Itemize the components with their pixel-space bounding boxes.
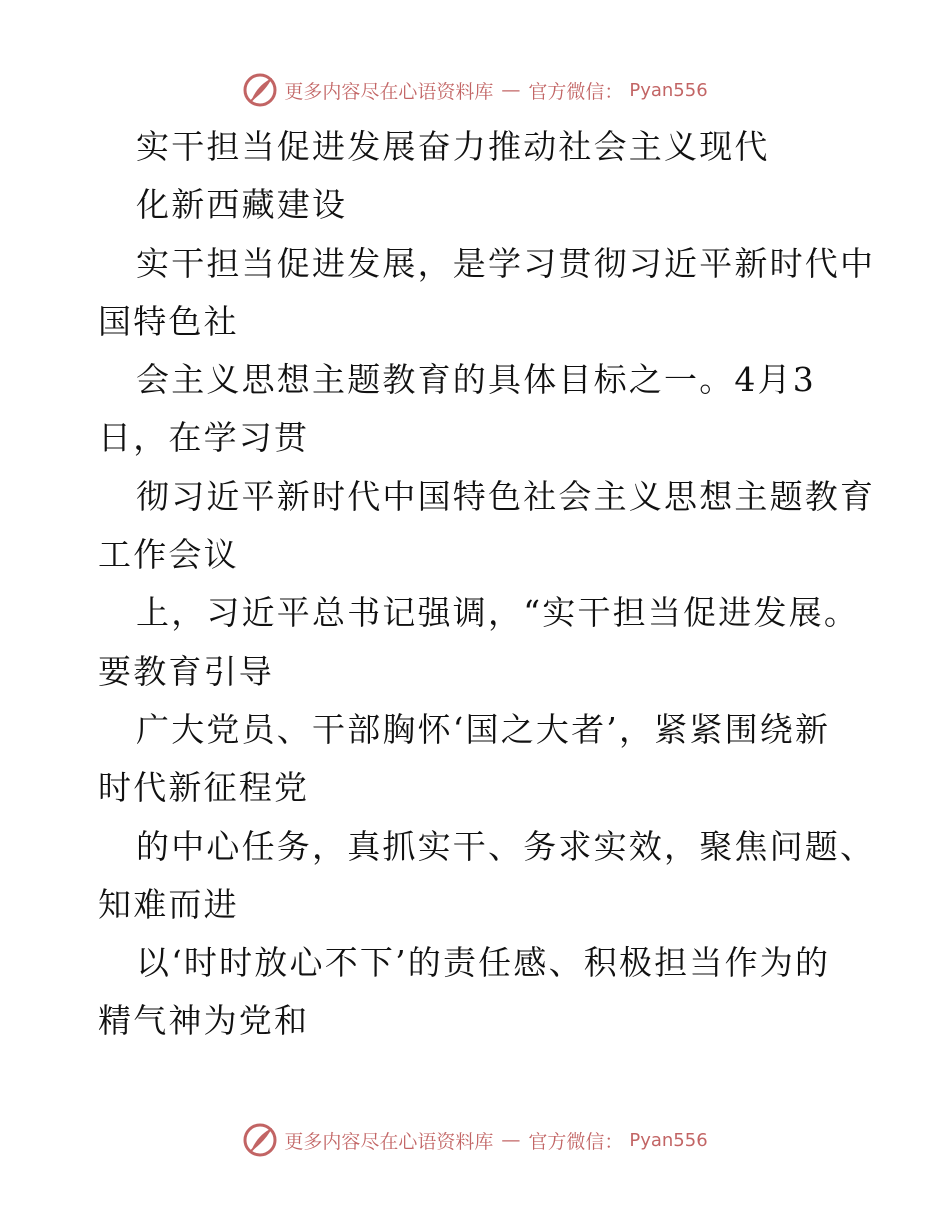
- doc-line: 知难而进: [98, 884, 239, 924]
- doc-line: 要教育引导: [98, 651, 274, 691]
- doc-line: 广大党员、干部胸怀‘国之大者’，紧紧围绕新: [136, 709, 831, 749]
- watermark-wechat-label: 官方微信：: [528, 80, 624, 103]
- watermark-wechat-label: 官方微信：: [528, 1130, 624, 1153]
- watermark-wechat-id: Pyan556: [629, 79, 708, 101]
- doc-line: 国特色社: [98, 301, 239, 341]
- watermark-text: 更多内容尽在心语资料库: [284, 80, 494, 103]
- doc-line: 工作会议: [98, 535, 239, 575]
- watermark-text: 更多内容尽在心语资料库: [284, 1130, 494, 1153]
- doc-line: 时代新征程党: [98, 768, 310, 808]
- quill-logo-icon: [242, 72, 278, 108]
- doc-line: 的中心任务，真抓实干、务求实效，聚焦问题、: [136, 826, 876, 866]
- header-watermark: [0, 70, 950, 110]
- watermark-separator: —: [501, 79, 521, 101]
- watermark-wechat-id: Pyan556: [629, 1129, 708, 1151]
- doc-line: 以‘时时放心不下’的责任感、积极担当作为的: [136, 943, 831, 983]
- doc-line: 日，在学习贯: [98, 418, 310, 458]
- footer-watermark: [0, 1120, 950, 1160]
- doc-line: 彻习近平新时代中国特色社会主义思想主题教育: [136, 476, 876, 516]
- quill-logo-icon: [242, 1122, 278, 1158]
- doc-line: 化新西藏建设: [136, 185, 348, 225]
- doc-line: 实干担当促进发展，是学习贯彻习近平新时代中: [136, 243, 876, 283]
- doc-line: 实干担当促进发展奋力推动社会主义现代: [136, 127, 770, 166]
- doc-line: 上，习近平总书记强调，“实干担当促进发展。: [136, 593, 860, 633]
- doc-line: 精气神为党和: [98, 1001, 310, 1041]
- doc-line: 会主义思想主题教育的具体目标之一。4月3: [136, 360, 816, 400]
- document-body: [98, 118, 876, 1051]
- watermark-separator: —: [501, 1129, 521, 1151]
